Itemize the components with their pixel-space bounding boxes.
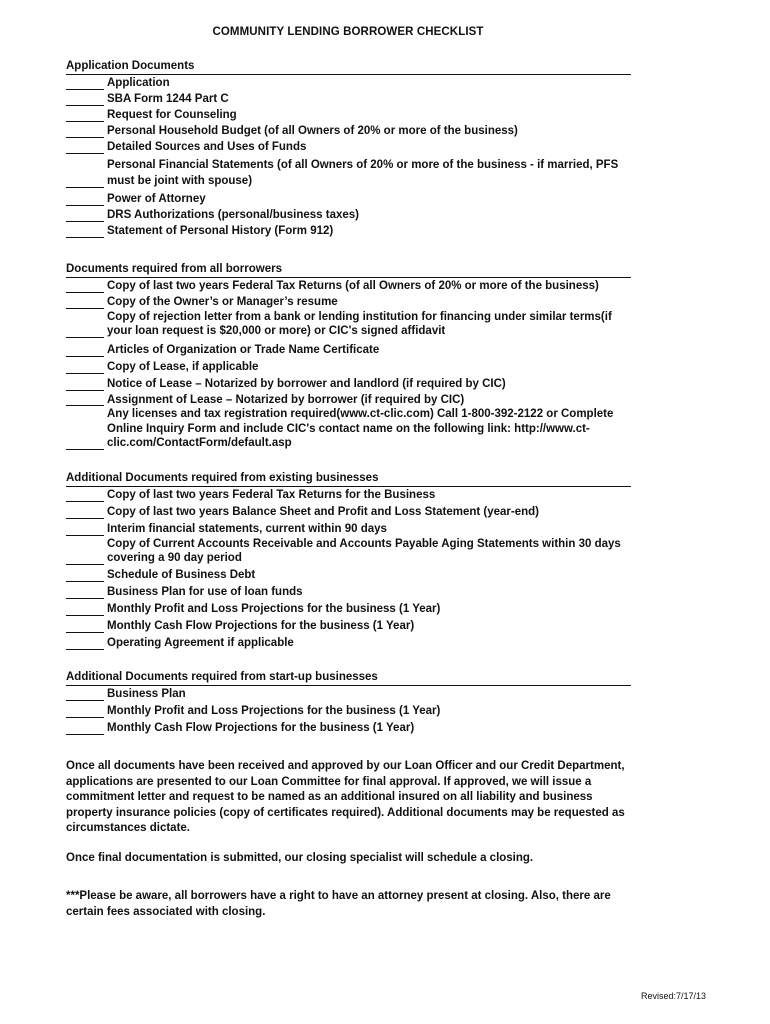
check-blank[interactable] bbox=[66, 89, 104, 90]
checklist-item: Business Plan for use of loan funds bbox=[66, 584, 631, 600]
checklist-item: Detailed Sources and Uses of Funds bbox=[66, 139, 631, 155]
section-heading: Documents required from all borrowers bbox=[66, 262, 631, 278]
section-heading: Application Documents bbox=[66, 59, 631, 75]
section-application-documents bbox=[66, 59, 631, 239]
attorney-notice-paragraph: ***Please be aware, all borrowers have a right to have an attorney present at closing. Also, there are certain fees associated with closing. bbox=[66, 890, 611, 918]
check-blank[interactable] bbox=[66, 373, 104, 374]
checklist-item: Application bbox=[66, 75, 631, 91]
section-heading: Additional Documents required from start-up businesses bbox=[66, 670, 631, 686]
check-blank[interactable] bbox=[66, 717, 104, 718]
checklist-item: Power of Attorney bbox=[66, 191, 631, 207]
check-blank[interactable] bbox=[66, 598, 104, 599]
checklist-item: Copy of last two years Balance Sheet and Profit and Loss Statement (year-end) bbox=[66, 504, 631, 520]
check-blank[interactable] bbox=[66, 581, 104, 582]
checklist-item: Personal Financial Statements (of all Owners of 20% or more of the business - if married, PFS must be joint with spouse) bbox=[66, 157, 631, 189]
checklist-item: Copy of last two years Federal Tax Returns for the Business bbox=[66, 487, 631, 503]
check-blank[interactable] bbox=[66, 449, 104, 450]
checklist-item: Monthly Profit and Loss Projections for the business (1 Year) bbox=[66, 703, 631, 719]
check-blank[interactable] bbox=[66, 518, 104, 519]
checklist-item: Copy of Lease, if applicable bbox=[66, 359, 631, 375]
section-all-borrowers bbox=[66, 262, 631, 451]
checklist-item: Any licenses and tax registration required(www.ct-clic.com) Call 1-800-392-2122 or Complete Online Inquiry Form and include CIC's contact name on the following link: http://www.ct-clic.com/ContactForm/default.asp bbox=[66, 407, 631, 451]
checklist-item: Statement of Personal History (Form 912) bbox=[66, 223, 631, 239]
check-blank[interactable] bbox=[66, 137, 104, 138]
section-heading: Additional Documents required from existing businesses bbox=[66, 471, 631, 487]
approval-paragraph: Once all documents have been received and approved by our Loan Officer and our Credit Department, applications are presented to our Loan Committee for final approval. If approved, we will issue a commitment letter and request to be named as an additional insured on all liability and business property insurance policies (copy of certificates required). Additional documents may be requested as circumstances dictate. bbox=[66, 760, 625, 834]
check-blank[interactable] bbox=[66, 237, 104, 238]
check-blank[interactable] bbox=[66, 356, 104, 357]
check-blank[interactable] bbox=[66, 337, 104, 338]
checklist-item: Operating Agreement if applicable bbox=[66, 635, 631, 651]
check-blank[interactable] bbox=[66, 501, 104, 502]
checklist-item: Business Plan bbox=[66, 686, 631, 702]
checklist-item: Copy of last two years Federal Tax Returns (of all Owners of 20% or more of the business) bbox=[66, 278, 631, 294]
checklist-item: Copy of Current Accounts Receivable and Accounts Payable Aging Statements within 30 days covering a 90 day period bbox=[66, 537, 631, 566]
check-blank[interactable] bbox=[66, 649, 104, 650]
check-blank[interactable] bbox=[66, 615, 104, 616]
checklist-item: Request for Counseling bbox=[66, 107, 631, 123]
checklist-item: Schedule of Business Debt bbox=[66, 567, 631, 583]
page-title: COMMUNITY LENDING BORROWER CHECKLIST bbox=[212, 26, 484, 38]
check-blank[interactable] bbox=[66, 187, 104, 188]
section-existing-businesses bbox=[66, 471, 631, 651]
check-blank[interactable] bbox=[66, 105, 104, 106]
checklist-item: Notice of Lease – Notarized by borrower and landlord (if required by CIC) bbox=[66, 376, 631, 392]
check-blank[interactable] bbox=[66, 390, 104, 391]
check-blank[interactable] bbox=[66, 700, 104, 701]
check-blank[interactable] bbox=[66, 734, 104, 735]
checklist-item: Monthly Cash Flow Projections for the business (1 Year) bbox=[66, 618, 631, 634]
closing-paragraph: Once final documentation is submitted, our closing specialist will schedule a closing. bbox=[66, 852, 534, 864]
check-blank[interactable] bbox=[66, 535, 104, 536]
checklist-item: Copy of the Owner’s or Manager’s resume bbox=[66, 295, 631, 310]
check-blank[interactable] bbox=[66, 292, 104, 293]
check-blank[interactable] bbox=[66, 564, 104, 565]
checklist-item: Copy of rejection letter from a bank or lending institution for financing under similar terms(if your loan request is $20,000 or more) or CIC's signed affidavit bbox=[66, 310, 631, 339]
checklist-item: SBA Form 1244 Part C bbox=[66, 91, 631, 107]
section-startup-businesses bbox=[66, 670, 631, 736]
check-blank[interactable] bbox=[66, 405, 104, 406]
check-blank[interactable] bbox=[66, 205, 104, 206]
checklist-item: Monthly Profit and Loss Projections for the business (1 Year) bbox=[66, 601, 631, 617]
checklist-item: Assignment of Lease – Notarized by borrower (if required by CIC) bbox=[66, 393, 631, 408]
check-blank[interactable] bbox=[66, 632, 104, 633]
check-blank[interactable] bbox=[66, 153, 104, 154]
checklist-item: Interim financial statements, current within 90 days bbox=[66, 522, 631, 537]
check-blank[interactable] bbox=[66, 221, 104, 222]
checklist-item: Articles of Organization or Trade Name Certificate bbox=[66, 342, 631, 358]
checklist-item: DRS Authorizations (personal/business taxes) bbox=[66, 207, 631, 223]
checklist-item: Monthly Cash Flow Projections for the business (1 Year) bbox=[66, 720, 631, 736]
check-blank[interactable] bbox=[66, 308, 104, 309]
checklist-item: Personal Household Budget (of all Owners of 20% or more of the business) bbox=[66, 123, 631, 139]
check-blank[interactable] bbox=[66, 121, 104, 122]
revised-date: Revised:7/17/13 bbox=[640, 991, 706, 1001]
